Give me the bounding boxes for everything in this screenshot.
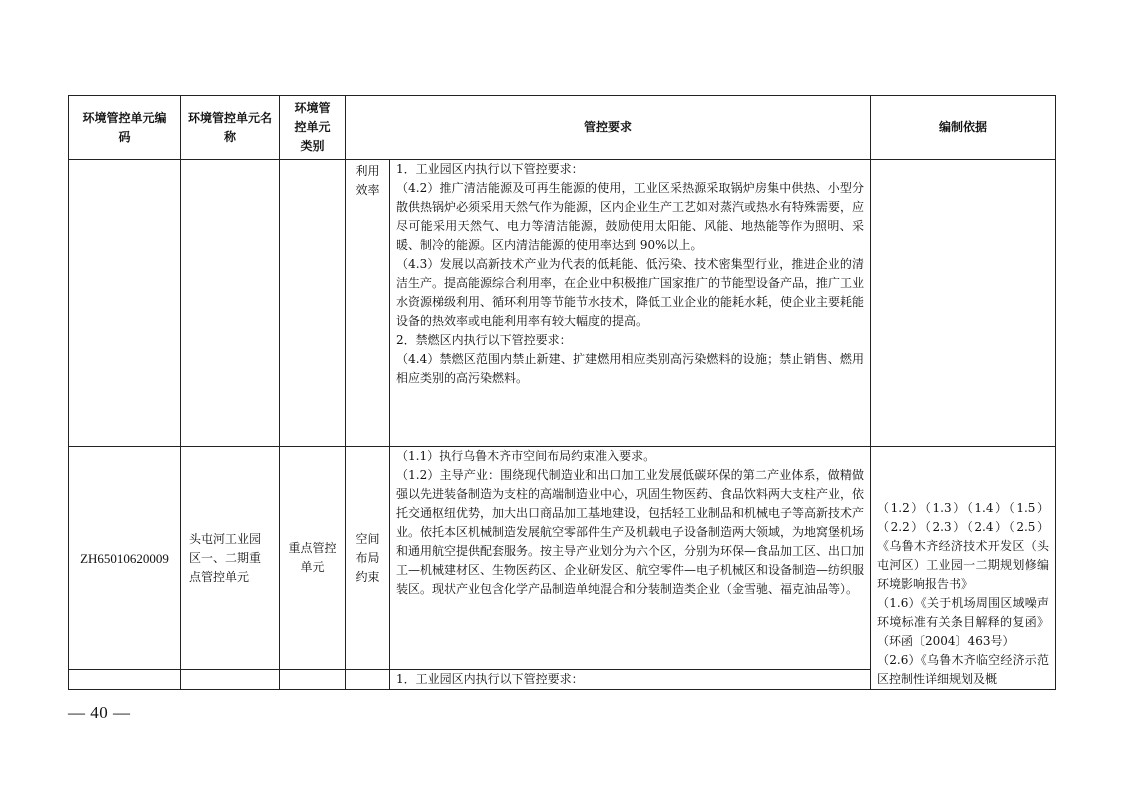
basis-cell-empty (871, 160, 1056, 447)
name-cell-cont (181, 670, 280, 690)
header-code: 环境管控单元编码 (69, 96, 181, 160)
requirements-cell (390, 447, 871, 670)
basis-cell (871, 447, 1056, 690)
sub-category-cell-cont (346, 670, 390, 690)
code-cell-cont (69, 670, 181, 690)
sub-category-cell: 空间布局约束 (346, 447, 390, 670)
requirement-paragraph: （4.3）发展以高新技术产业为代表的低耗能、低污染、技术密集型行业，推进企业的清洁生产。提高能源综合利用率，在企业中积极推广国家推广的节能型设备产品，推广工业水资源梯级利用、循环利用等节能节水技术，降低工业企业的能耗水耗，使企业主要耗能设备的热效率或电能利用率有较大幅度的提高。 (396, 257, 865, 328)
header-basis: 编制依据 (871, 96, 1056, 160)
unit-code: ZH65010620009 (69, 447, 181, 670)
table-row (69, 447, 1056, 670)
table-row (69, 160, 1056, 447)
requirements-tail: 1．工业园区内执行以下管控要求： (390, 670, 871, 690)
requirements-cell (390, 160, 871, 447)
category-cell-cont (280, 670, 346, 690)
code-cell-empty (69, 160, 181, 447)
unit-category: 重点管控单元 (280, 447, 346, 670)
header-requirements: 管控要求 (346, 96, 871, 160)
requirement-paragraph: （1.1）执行乌鲁木齐市空间布局约束准入要求。 (396, 449, 656, 463)
basis-paragraph: （2.6）《乌鲁木齐临空经济示范区控制性详细规划及概 (877, 653, 1050, 686)
requirement-paragraph: 1．工业园区内执行以下管控要求： (396, 162, 584, 176)
header-category: 环境管控单元类别 (280, 96, 346, 160)
header-name: 环境管控单元名称 (181, 96, 280, 160)
basis-paragraph: （1.2）（1.3）（1.4）（1.5）（2.2）（2.3）（2.4）（2.5）《乌鲁木齐经济技术开发区（头屯河区）工业园一二期规划修编环境影响报告书》 (877, 501, 1050, 591)
sub-category-cell: 利用效率 (346, 160, 390, 447)
requirement-paragraph: 2．禁燃区内执行以下管控要求： (396, 333, 572, 347)
requirement-paragraph: （1.2）主导产业：围绕现代制造业和出口加工业发展低碳环保的第二产业体系，做精做强以先进装备制造为支柱的高端制造业中心，巩固生物医药、食品饮料两大支柱产业，依托交通枢纽优势，加大出口商品加工基地建设，包括轻工业制品和机械电子等高新技术产业。依托本区机械制造发展航空零部件生产及机载电子设备制造两大领域，为地窝堡机场和通用航空提供配套服务。按主导产业划分为六个区，分别为环保—食品加工区、出口加工—机械建材区、生物医药区、企业研发区、航空零件—电子机械区和设备制造—纺织服装区。现状产业包含化学产品制造单纯混合和分装制造类企业（金雪驰、福克油品等）。 (396, 468, 865, 596)
control-unit-table (68, 95, 1056, 690)
requirement-paragraph: （4.2）推广清洁能源及可再生能源的使用，工业区采热源采取锅炉房集中供热、小型分散供热锅炉必须采用天然气作为能源，区内企业生产工艺如对蒸汽或热水有特殊需要，应尽可能采用天然气、电力等清洁能源，鼓励使用太阳能、风能、地热能等作为照明、采暖、制冷的能源。区内清洁能源的使用率达到 90%以上。 (396, 181, 865, 252)
requirement-paragraph: （4.4）禁燃区范围内禁止新建、扩建燃用相应类别高污染燃料的设施；禁止销售、燃用相应类别的高污染燃料。 (396, 352, 865, 385)
page-number: — 40 — (68, 703, 131, 722)
unit-name: 头屯河工业园区一、二期重点管控单元 (181, 447, 280, 670)
category-cell-empty (280, 160, 346, 447)
name-cell-empty (181, 160, 280, 447)
table-header-row (69, 96, 1056, 160)
basis-paragraph: （1.6）《关于机场周围区域噪声环境标准有关条目解释的复函》（环函〔2004〕463号） (877, 596, 1050, 648)
